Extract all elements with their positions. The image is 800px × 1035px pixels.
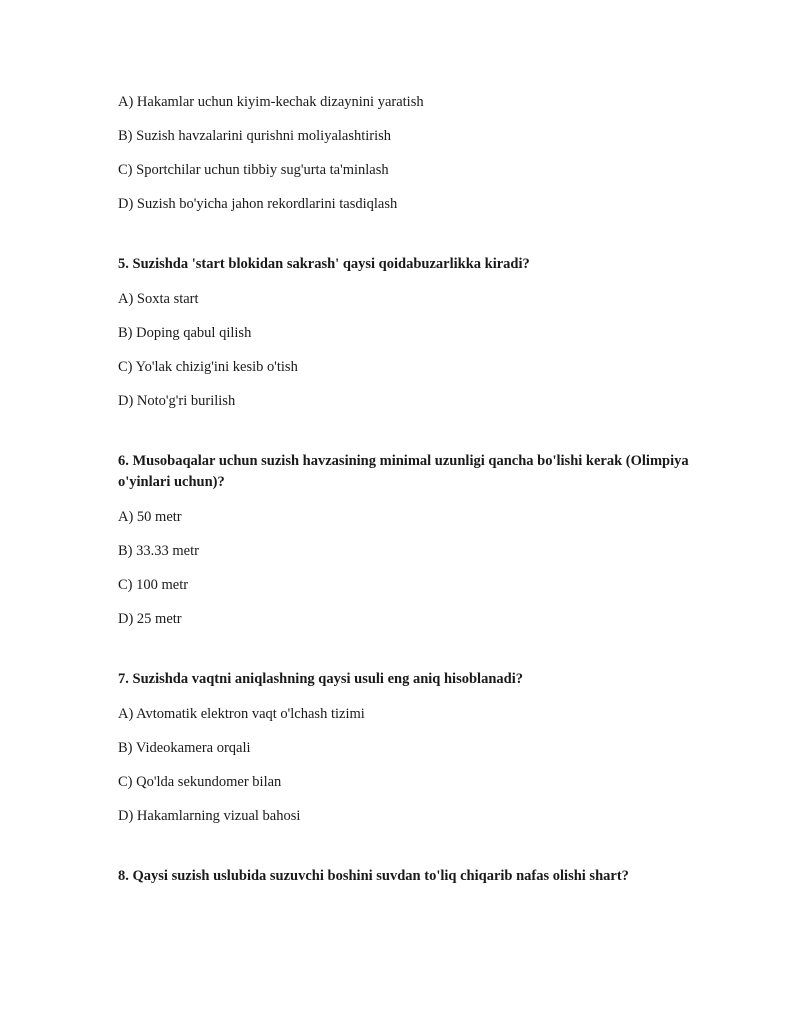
answer-option: B) Suzish havzalarini qurishni moliyalashtirish (118, 128, 392, 144)
previous-question-options (118, 92, 698, 214)
answer-option: A) Hakamlar uchun kiyim-kechak dizaynini yaratish (118, 94, 424, 110)
answer-option: B) Videokamera orqali (118, 740, 251, 756)
spacer (118, 425, 698, 451)
answer-option: C) Yo'lak chizig'ini kesib o'tish (118, 359, 298, 375)
spacer (118, 228, 698, 254)
answer-option: D) Hakamlarning vizual bahosi (118, 808, 301, 824)
answer-option: B) Doping qabul qilish (118, 325, 252, 341)
answer-option: B) 33.33 metr (118, 543, 199, 559)
answer-option: C) Qo'lda sekundomer bilan (118, 774, 282, 790)
answer-option: A) 50 metr (118, 509, 182, 525)
document-page (118, 92, 698, 901)
question-block-5 (118, 254, 698, 411)
question-block-6 (118, 451, 698, 629)
answer-option: D) Suzish bo'yicha jahon rekordlarini tasdiqlash (118, 196, 398, 212)
answer-option: D) Noto'g'ri burilish (118, 393, 236, 409)
question-text: 7. Suzishda vaqtni aniqlashning qaysi usuli eng aniq hisoblanadi? (118, 671, 523, 687)
spacer (118, 643, 698, 669)
answer-option: A) Avtomatik elektron vaqt o'lchash tizimi (118, 706, 365, 722)
question-text: 8. Qaysi suzish uslubida suzuvchi boshini suvdan to'liq chiqarib nafas olishi shart? (118, 868, 629, 884)
question-block-8 (118, 866, 698, 887)
answer-option: C) Sportchilar uchun tibbiy sug'urta ta'minlash (118, 162, 389, 178)
question-text: 5. Suzishda 'start blokidan sakrash' qaysi qoidabuzarlikka kiradi? (118, 256, 530, 272)
answer-option: C) 100 metr (118, 577, 189, 593)
answer-option: A) Soxta start (118, 291, 199, 307)
answer-option: D) 25 metr (118, 611, 182, 627)
question-block-7 (118, 669, 698, 826)
spacer (118, 840, 698, 866)
question-text: 6. Musobaqalar uchun suzish havzasining minimal uzunligi qancha bo'lishi kerak (Olimpiya o'yinlari uchun)? (118, 453, 689, 490)
